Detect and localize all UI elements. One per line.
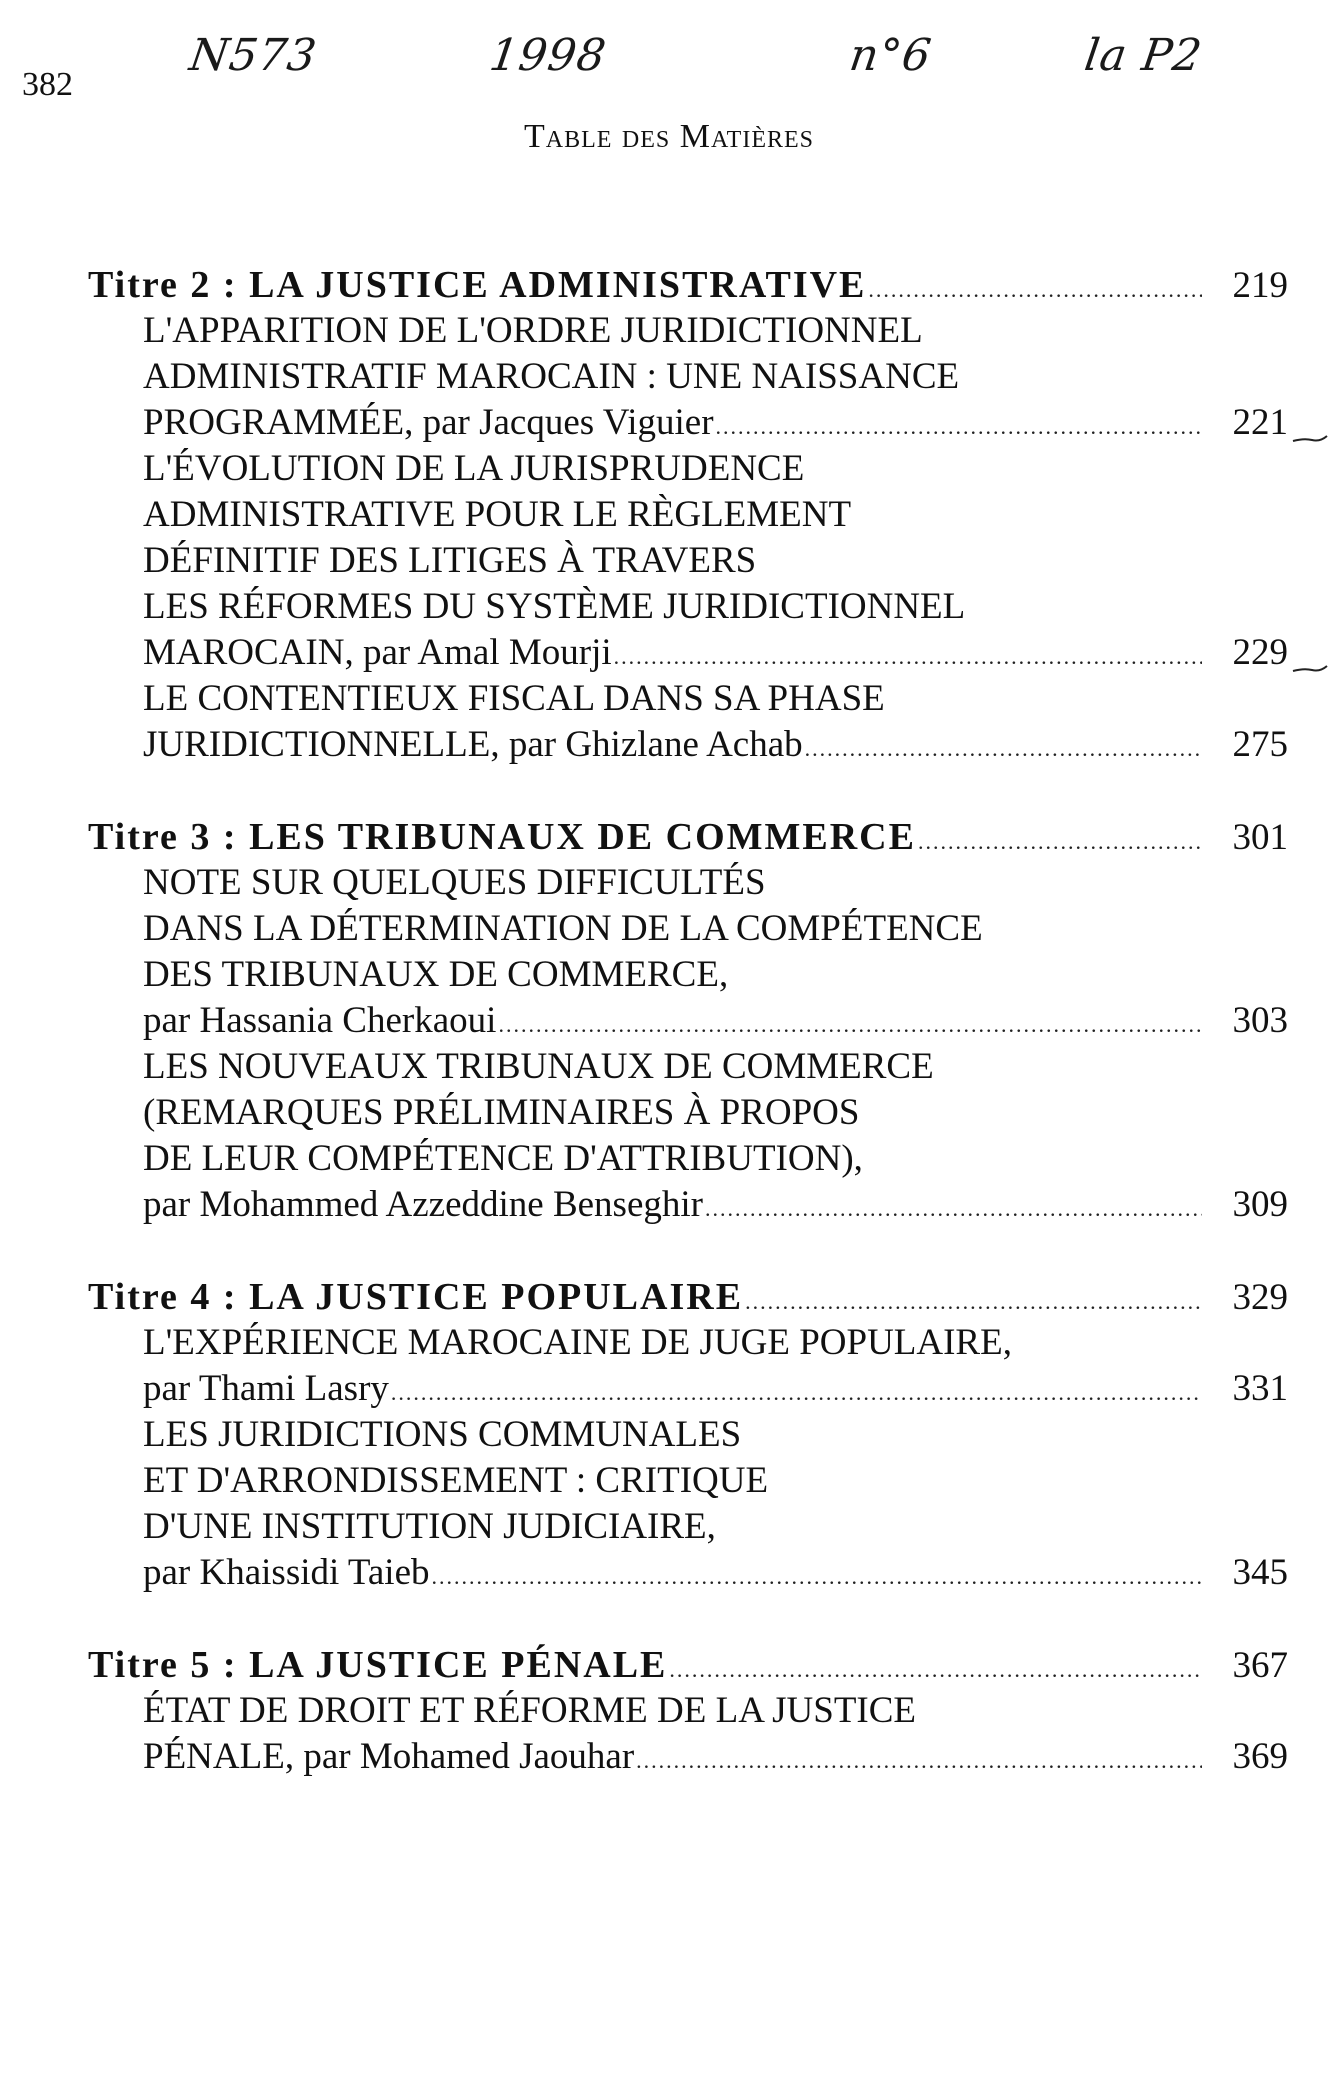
table-of-contents [88,262,1288,1826]
entry-last-line [88,1182,1288,1228]
handwritten-tick-icon [1292,412,1328,426]
page-ref: 229 [1232,632,1288,673]
toc-section [88,814,1288,1228]
section-title [88,262,1288,308]
entry-line: DANS LA DÉTERMINATION DE LA COMPÉTENCE [143,908,983,949]
dot-leader [705,1186,1202,1232]
dot-leader [918,819,1202,865]
toc-entry [88,1688,1288,1780]
entry-last-line [88,400,1288,446]
section-title [88,1642,1288,1688]
entry-line: DE LEUR COMPÉTENCE D'ATTRIBUTION), [143,1138,863,1179]
handwritten-year: 1998 [486,30,610,81]
section-title-text: Titre 2 : LA JUSTICE ADMINISTRATIVE [88,264,867,306]
section-title-text: Titre 3 : LES TRIBUNAUX DE COMMERCE [88,816,916,858]
entry-last-line [88,998,1288,1044]
handwritten-ref: N573 [186,30,321,81]
entry-last-line [88,630,1288,676]
entry-line: DÉFINITIF DES LITIGES À TRAVERS [143,540,757,581]
toc-entry [88,308,1288,446]
section-title-text: Titre 5 : LA JUSTICE PÉNALE [88,1644,668,1686]
toc-entry [88,1044,1288,1228]
dot-leader [669,1647,1202,1693]
page-ref: 345 [1232,1552,1288,1593]
entry-line-text: par Mohammed Azzeddine Benseghir [143,1184,703,1225]
entry-line: LE CONTENTIEUX FISCAL DANS SA PHASE [143,678,885,719]
entry-line-text: PROGRAMMÉE, par Jacques Viguier [143,402,714,443]
page-ref: 303 [1232,1000,1288,1041]
section-title-text: Titre 4 : LA JUSTICE POPULAIRE [88,1276,744,1318]
dot-leader [868,267,1202,313]
page-ref: 331 [1232,1368,1288,1409]
toc-entry [88,1412,1288,1596]
page-ref: 329 [1232,1277,1288,1318]
entry-line: ADMINISTRATIF MAROCAIN : UNE NAISSANCE [143,356,960,397]
entry-line: (REMARQUES PRÉLIMINAIRES À PROPOS [143,1092,860,1133]
dot-leader [391,1370,1202,1416]
entry-line-text: JURIDICTIONNELLE, par Ghizlane Achab [143,724,803,765]
entry-line-text: par Khaissidi Taieb [143,1552,430,1593]
entry-line: D'UNE INSTITUTION JUDICIAIRE, [143,1506,716,1547]
entry-line: L'ÉVOLUTION DE LA JURISPRUDENCE [143,448,805,489]
entry-line: NOTE SUR QUELQUES DIFFICULTÉS [143,862,766,903]
entry-line-text: MAROCAIN, par Amal Mourji [143,632,612,673]
entry-line: ET D'ARRONDISSEMENT : CRITIQUE [143,1460,769,1501]
entry-line: ADMINISTRATIVE POUR LE RÈGLEMENT [143,494,852,535]
page-ref: 219 [1232,265,1288,306]
section-title [88,814,1288,860]
entry-line: LES NOUVEAUX TRIBUNAUX DE COMMERCE [143,1046,934,1087]
entry-line: L'EXPÉRIENCE MAROCAINE DE JUGE POPULAIRE, [143,1322,1012,1363]
handwritten-issue: n°6 [846,30,935,81]
dot-leader [498,1002,1202,1048]
entry-line: ÉTAT DE DROIT ET RÉFORME DE LA JUSTICE [143,1690,917,1731]
dot-leader [636,1738,1202,1784]
entry-last-line [88,1366,1288,1412]
toc-entry [88,446,1288,676]
running-head-text: Table des Matières [524,118,814,155]
page-ref: 221 [1232,402,1288,443]
dot-leader [432,1554,1203,1600]
dot-leader [716,404,1202,450]
entry-line-text: par Thami Lasry [143,1368,389,1409]
dot-leader [805,726,1202,772]
page-ref: 367 [1232,1645,1288,1686]
entry-line-text: PÉNALE, par Mohamed Jaouhar [143,1736,635,1777]
toc-section [88,1274,1288,1596]
dot-leader [745,1279,1202,1325]
entry-line: DES TRIBUNAUX DE COMMERCE, [143,954,729,995]
running-head [0,118,1338,156]
entry-last-line [88,722,1288,768]
toc-section [88,262,1288,768]
entry-line: LES RÉFORMES DU SYSTÈME JURIDICTIONNEL [143,586,966,627]
handwritten-tick-icon [1292,642,1328,656]
toc-entry [88,676,1288,768]
page-ref: 301 [1232,817,1288,858]
entry-line-text: par Hassania Cherkaoui [143,1000,497,1041]
page-ref: 309 [1232,1184,1288,1225]
page-ref: 275 [1232,724,1288,765]
handwritten-publication: la P2 [1081,30,1206,81]
page-ref: 369 [1232,1736,1288,1777]
page-number: 382 [22,66,73,103]
entry-line: LES JURIDICTIONS COMMUNALES [143,1414,742,1455]
section-title [88,1274,1288,1320]
entry-last-line [88,1734,1288,1780]
toc-section [88,1642,1288,1780]
entry-last-line [88,1550,1288,1596]
dot-leader [614,634,1202,680]
entry-line: L'APPARITION DE L'ORDRE JURIDICTIONNEL [143,310,923,351]
toc-entry [88,860,1288,1044]
toc-entry [88,1320,1288,1412]
